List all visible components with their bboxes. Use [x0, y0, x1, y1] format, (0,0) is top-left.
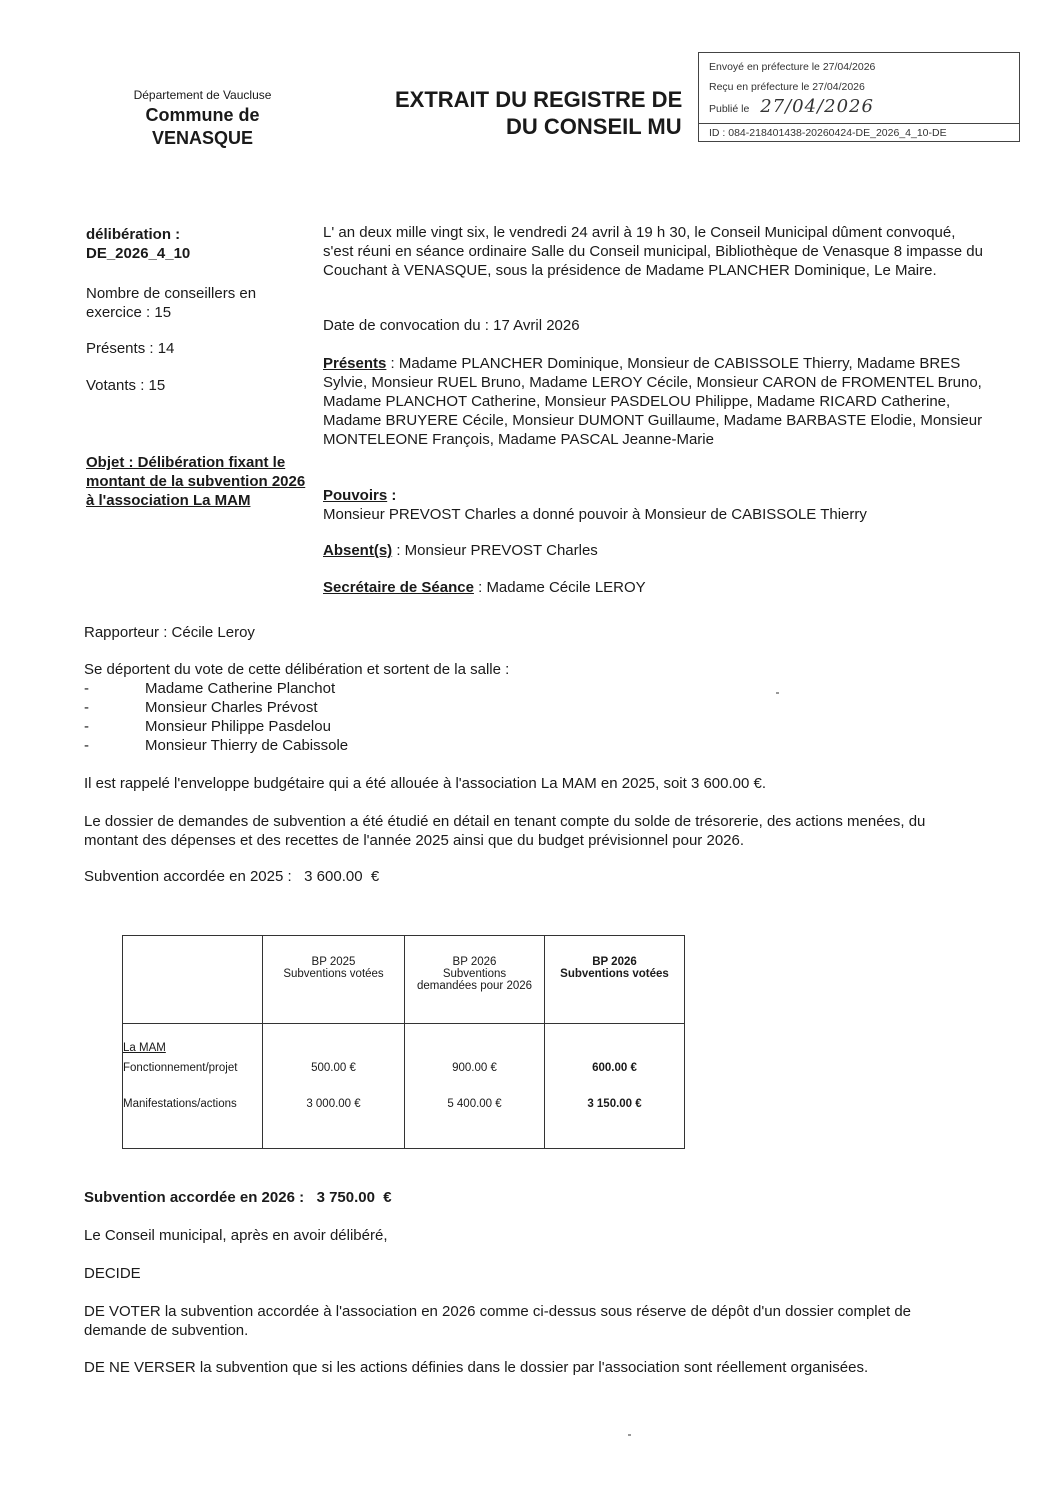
deport-intro: Se déportent du vote de cette délibération et sortent de la salle : [84, 661, 510, 678]
votants-count: Votants : 15 [86, 377, 166, 394]
row-label: Fonctionnement/projet [123, 1062, 238, 1074]
table-header-demande2026: BP 2026 Subventions demandées pour 2026 [405, 936, 545, 1024]
secretaire-text: : Madame Cécile LEROY [473, 579, 646, 596]
decide-label: DECIDE [84, 1265, 141, 1282]
subvention-2026: Subvention accordée en 2026 : 3 750.00 € [84, 1189, 392, 1206]
stamp-envoye: Envoyé en préfecture le 27/04/2026 [709, 61, 876, 73]
list-item: - Monsieur Charles Prévost [84, 698, 984, 717]
value-cell: 500.00 € [311, 1062, 356, 1074]
presents-label: Présents [323, 355, 387, 372]
list-item: - Monsieur Philippe Pasdelou [84, 717, 984, 736]
value-cell: 900.00 € [452, 1062, 497, 1074]
table-header-vote2026: BP 2026 Subventions votées [545, 936, 685, 1024]
pouvoirs-label: Pouvoirs [323, 487, 388, 504]
commune-line1: Commune de [145, 105, 260, 125]
entity-name: La MAM [123, 1042, 166, 1054]
absents-text: : Monsieur PREVOST Charles [392, 542, 598, 559]
page-title-line2: DU CONSEIL MU [506, 114, 682, 139]
conseillers-count: Nombre de conseillers en exercice : 15 [86, 285, 257, 321]
list-item: - Monsieur Thierry de Cabissole [84, 736, 984, 755]
value-cell: 600.00 € [592, 1062, 637, 1074]
table-header-bp2025: BP 2025 Subventions votées [263, 936, 405, 1024]
secretaire-line [323, 578, 983, 597]
stamp-publie [709, 97, 1009, 119]
objet-label: Objet : Délibération fixant le montant de la subvention 2026 à l'association La MAM [86, 454, 306, 509]
stamp-publie-label: Publié le [709, 103, 750, 115]
dossier-paragraph: Le dossier de demandes de subvention a été étudié en détail en tenant compte du solde de trésorerie, des actions menées, du montant des dépenses et des recettes de l'année 2025 ainsi que du budget prévisionnel pour 2026. [84, 813, 926, 849]
absents-label: Absent(s) [323, 542, 393, 559]
secretaire-label: Secrétaire de Séance [323, 579, 474, 596]
scan-speck [628, 1434, 631, 1436]
scan-speck [776, 692, 779, 694]
convocation-date: Date de convocation du : 17 Avril 2026 [323, 317, 580, 334]
verser-paragraph: DE NE VERSER la subvention que si les actions définies dans le dossier par l'association sont réellement organisées. [84, 1359, 869, 1376]
conseil-paragraph: Le Conseil municipal, après en avoir délibéré, [84, 1227, 388, 1244]
pouvoirs-text: Monsieur PREVOST Charles a donné pouvoir à Monsieur de CABISSOLE Thierry [323, 506, 867, 523]
rapporteur: Rapporteur : Cécile Leroy [84, 624, 255, 641]
seance-intro: L' an deux mille vingt six, le vendredi 24 avril à 19 h 30, le Conseil Municipal dûment convoqué, s'est réuni en séance ordinaire Salle du Conseil municipal, Bibliothèque de Venasque 8 impasse du Couchant à VENASQUE, sous la présidence de Madame PLANCHER Dominique, Le Maire. [323, 224, 983, 279]
subvention-2025: Subvention accordée en 2025 : 3 600.00 € [84, 868, 380, 885]
stamp-recu: Reçu en préfecture le 27/04/2026 [709, 81, 865, 93]
commune-name [110, 104, 295, 150]
stamp-publie-date: 27/04/2026 [760, 96, 874, 117]
prefecture-stamp [698, 52, 1020, 142]
table-header-row [123, 936, 685, 1024]
table-header-empty [123, 936, 263, 1024]
list-item: - Madame Catherine Planchot [84, 679, 984, 698]
absents-line [323, 541, 983, 560]
stamp-id: ID : 084-218401438-20260424-DE_2026_4_10-DE [709, 127, 947, 139]
table-cell-bp2025 [263, 1024, 405, 1149]
presents-list [323, 354, 983, 449]
deliberation-id: DE_2026_4_10 [86, 245, 191, 262]
table-cell-demande2026 [405, 1024, 545, 1149]
row-label: Manifestations/actions [123, 1098, 237, 1110]
table-row [123, 1024, 685, 1149]
value-cell: 5 400.00 € [447, 1098, 502, 1110]
commune-line2: VENASQUE [151, 128, 254, 148]
pouvoirs-colon: : [387, 487, 397, 504]
subvention-table [122, 935, 685, 1149]
deport-list [84, 679, 984, 755]
value-cell: 3 000.00 € [306, 1098, 361, 1110]
departement-label: Département de Vaucluse [133, 88, 272, 102]
rappel-paragraph: Il est rappelé l'enveloppe budgétaire qui a été allouée à l'association La MAM en 2025, soit 3 600.00 €. [84, 775, 767, 792]
pouvoirs-block [323, 486, 983, 524]
voter-paragraph: DE VOTER la subvention accordée à l'association en 2026 comme ci-dessus sous réserve de dépôt d'un dossier complet de demande de subvention. [84, 1303, 911, 1339]
presents-count: Présents : 14 [86, 340, 175, 357]
value-cell: 3 150.00 € [587, 1098, 642, 1110]
presents-text: : Madame PLANCHER Dominique, Monsieur de CABISSOLE Thierry, Madame BRES Sylvie, Monsieur RUEL Bruno, Madame LEROY Cécile, Monsieur CARON de FROMENTEL Bruno, Madame PLANCHOT Catherine, Monsieur PASDELOU Philippe, Madame RICARD Catherine, Madame BRUYERE Cécile, Monsieur DUMONT Guillaume, Madame BARBASTE Elodie, Monsieur MONTELEONE François, Madame PASCAL Jeanne-Marie [323, 355, 983, 448]
table-cell-labels [123, 1024, 263, 1149]
deliberation-label: délibération : [86, 226, 181, 243]
page-title-line1: EXTRAIT DU REGISTRE DE [395, 87, 683, 112]
table-cell-vote2026 [545, 1024, 685, 1149]
